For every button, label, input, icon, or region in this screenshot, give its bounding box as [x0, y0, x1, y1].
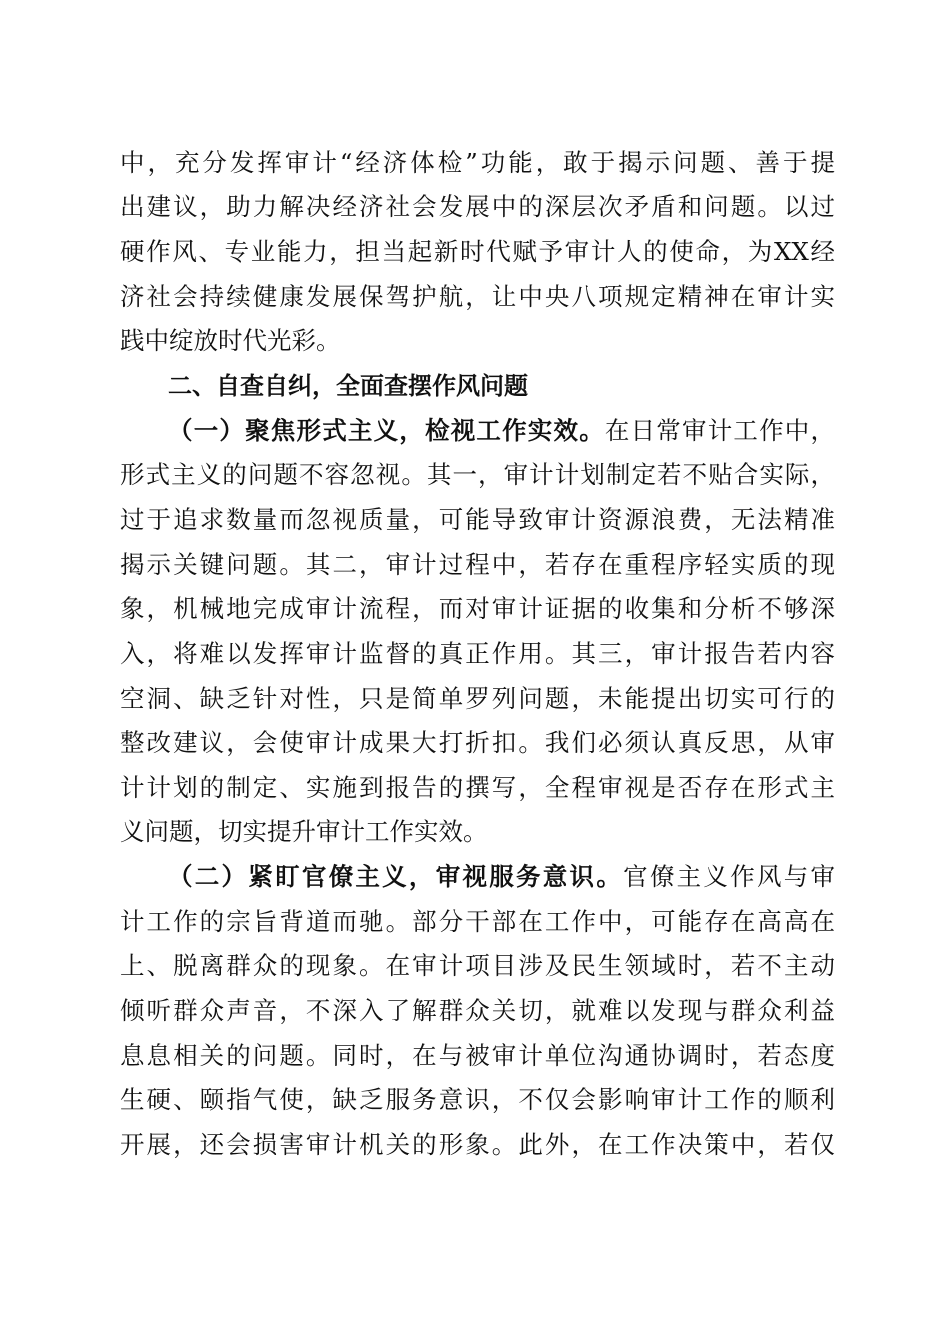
subsection-first-line [168, 857, 835, 897]
paragraph-line: 形式主义的问题不容忽视。其一，审计计划制定若不贴合实际， [120, 460, 835, 489]
paragraph-line: 开展，还会损害审计机关的形象。此外，在工作决策中，若仅 [120, 1130, 835, 1159]
paragraph-line: 计计划的制定、实施到报告的撰写，全程审视是否存在形式主 [120, 773, 835, 802]
paragraph-line: 上、脱离群众的现象。在审计项目涉及民生领域时，若不主动 [120, 951, 835, 980]
subsection-first-line [168, 411, 835, 451]
section-heading: 二、自查自纠，全面查摆作风问题 [168, 372, 528, 400]
paragraph-line: 出建议，助力解决经济社会发展中的深层次矛盾和问题。以过 [120, 192, 835, 221]
paragraph-line: 过于追求数量而忽视质量，可能导致审计资源浪费，无法精准 [120, 505, 835, 534]
paragraph-line: 息息相关的问题。同时，在与被审计单位沟通协调时，若态度 [120, 1041, 835, 1070]
subsection-title: （一）聚焦形式主义，检视工作实效。 [168, 416, 605, 445]
paragraph-line: 象，机械地完成审计流程，而对审计证据的收集和分析不够深 [120, 594, 835, 623]
paragraph-line: 济社会持续健康发展保驾护航，让中央八项规定精神在审计实 [120, 282, 835, 311]
paragraph-line: 践中绽放时代光彩。 [120, 326, 341, 355]
paragraph-line: 硬作风、专业能力，担当起新时代赋予审计人的使命，为XX经 [120, 237, 835, 266]
paragraph-line: 计工作的宗旨背道而驰。部分干部在工作中，可能存在高高在 [120, 907, 835, 936]
paragraph-line: 整改建议，会使审计成果大打折扣。我们必须认真反思，从审 [120, 728, 835, 757]
subsection-title: （二）紧盯官僚主义，审视服务意识。 [168, 862, 624, 891]
paragraph-line: 空洞、缺乏针对性，只是简单罗列问题，未能提出切实可行的 [120, 684, 835, 713]
paragraph-line: 义问题，切实提升审计工作实效。 [120, 817, 488, 846]
paragraph-line: 中，充分发挥审计“经济体检”功能，敢于揭示问题、善于提 [120, 148, 835, 177]
paragraph-line: 生硬、颐指气使，缺乏服务意识，不仅会影响审计工作的顺利 [120, 1085, 835, 1114]
subsection-text: 在日常审计工作中， [604, 416, 835, 445]
subsection-text: 官僚主义作风与审 [623, 862, 835, 891]
paragraph-line: 入，将难以发挥审计监督的真正作用。其三，审计报告若内容 [120, 639, 835, 668]
paragraph-line: 倾听群众声音，不深入了解群众关切，就难以发现与群众利益 [120, 996, 835, 1025]
paragraph-line: 揭示关键问题。其二，审计过程中，若存在重程序轻实质的现 [120, 550, 835, 579]
